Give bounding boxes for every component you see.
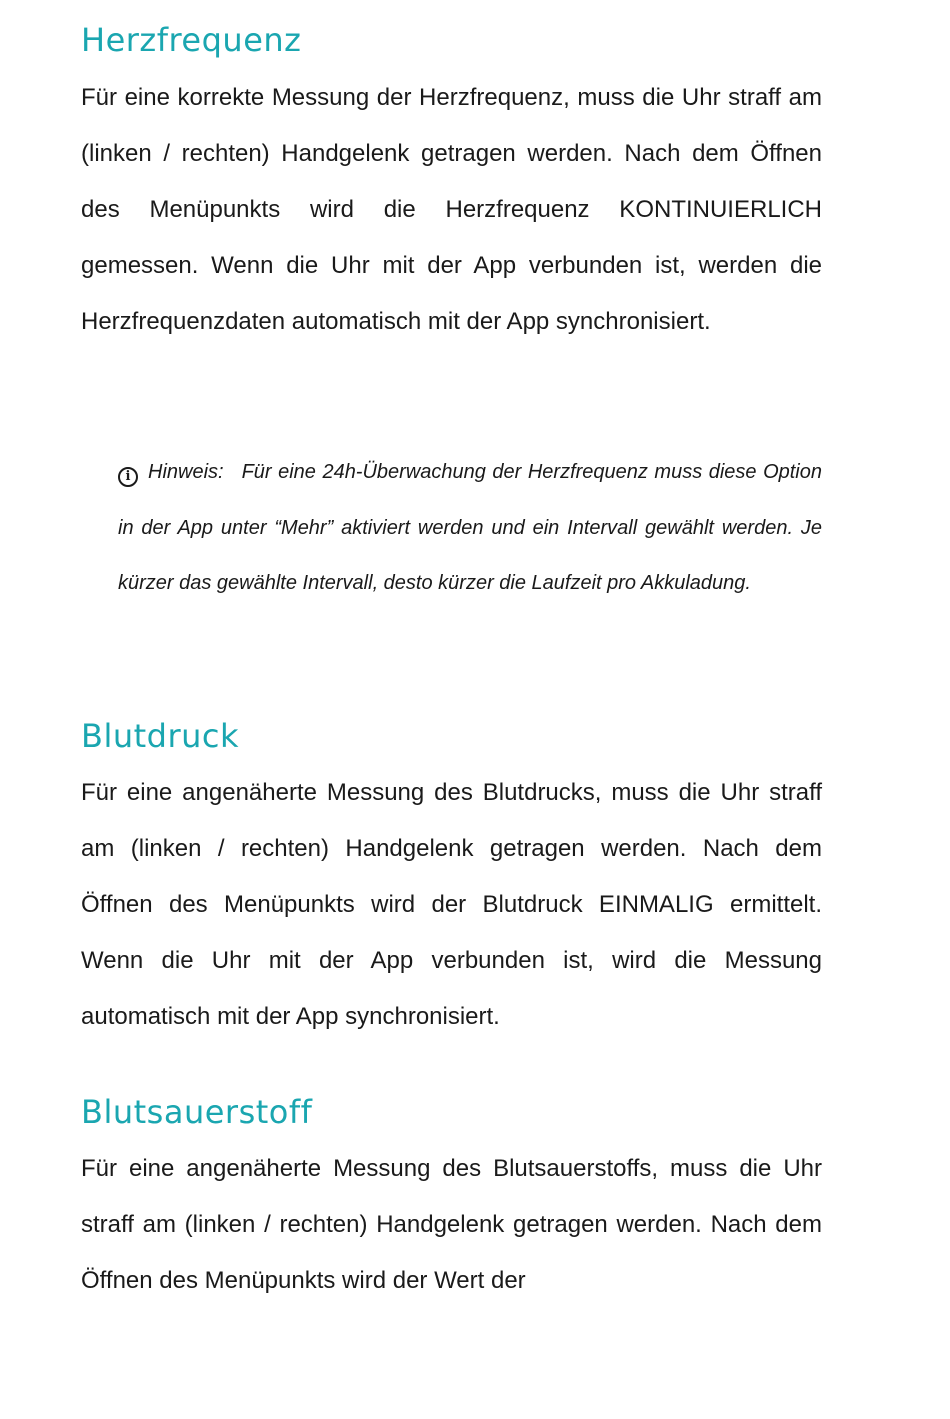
section-text-herzfrequenz: Für eine korrekte Messung der Herzfrequenz, muss die Uhr straff am (linken / rechten) Handgelenk getragen werden. Nach dem Öffnen des Menüpunkts wird die Herzfrequenz KONTINUIERLICH gemessen. Wenn die Uhr mit der App verbunden ist, werden die Herzfrequenzdaten automatisch mit der App synchronisiert.: [81, 84, 822, 335]
note-text: Für eine 24h-Überwachung der Herzfrequenz muss diese Option in der App unter “Mehr” aktiviert werden und ein Intervall gewählt werden. Je kürzer das gewählte Intervall, desto kürzer die Laufzeit pro Akkuladung.: [118, 461, 822, 594]
section-text-blutsauerstoff: Für eine angenäherte Messung des Blutsauerstoffs, muss die Uhr straff am (linken / rechten) Handgelenk getragen werden. Nach dem Öffnen des Menüpunkts wird der Wert der: [81, 1155, 822, 1294]
note-box: [118, 445, 822, 612]
section-text-blutdruck: Für eine angenäherte Messung des Blutdrucks, muss die Uhr straff am (linken / rechten) Handgelenk getragen werden. Nach dem Öffnen des Menüpunkts wird der Blutdruck EINMALIG ermittelt. Wenn die Uhr mit der App verbunden ist, wird die Messung automatisch mit der App synchronisiert.: [81, 779, 822, 1030]
section-heading-blutdruck: Blutdruck: [81, 717, 240, 755]
info-icon: i: [118, 467, 138, 487]
section-heading-blutsauerstoff: Blutsauerstoff: [81, 1093, 313, 1131]
note-label: Hinweis:: [148, 461, 224, 483]
section-heading-herzfrequenz: Herzfrequenz: [81, 21, 302, 59]
